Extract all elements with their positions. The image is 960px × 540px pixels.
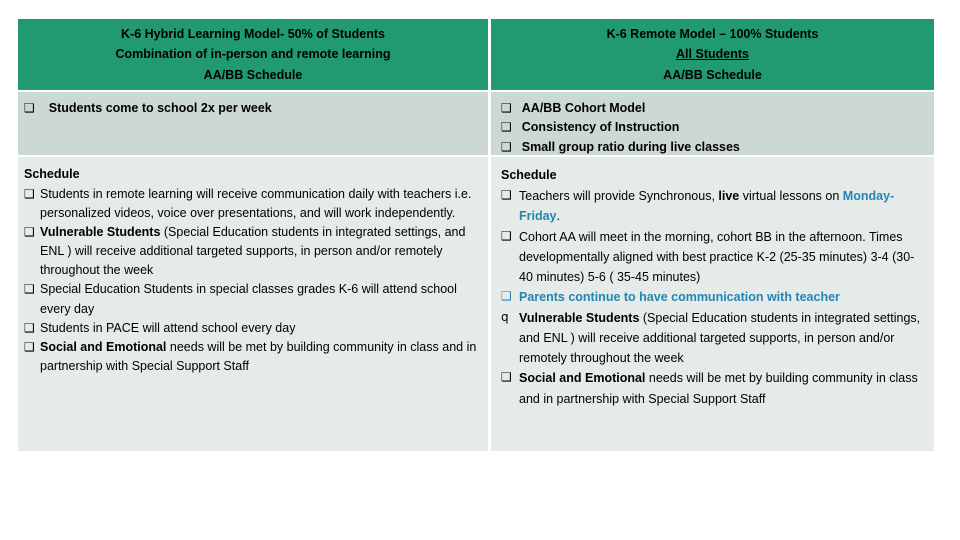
text-run: Vulnerable Students — [519, 310, 643, 325]
fact-text: Consistency of Instruction — [521, 120, 680, 135]
checkbox-icon: ❑ — [24, 101, 35, 115]
checkbox-icon: ❑ — [24, 225, 35, 239]
remote-header-line-2: All Students — [676, 47, 749, 62]
schedule-bullet — [24, 338, 482, 376]
text-run: Social and Emotional — [40, 339, 170, 354]
checkbox-icon: ❑ — [501, 370, 512, 385]
schedule-bullet-text — [40, 319, 482, 338]
text-run: . — [556, 209, 560, 224]
schedule-bullet — [501, 287, 928, 307]
schedule-bullet-text — [519, 186, 928, 227]
text-run: Vulnerable Students — [40, 225, 164, 239]
fact-text: AA/BB Cohort Model — [521, 101, 646, 115]
text-run: Students in remote learning will receive communication daily with teachers i.e. personalized videos, voice over presentations, and will work independently. — [40, 186, 472, 220]
hybrid-header-line-2: Combination of in-person and remote learning — [115, 47, 391, 62]
hybrid-header-line-3: AA/BB Schedule — [203, 67, 303, 82]
checkbox-icon: ❑ — [501, 101, 512, 115]
schedule-bullet-text — [519, 368, 928, 409]
schedule-bullet-text — [40, 223, 482, 280]
schedule-bullet — [501, 368, 928, 409]
checkbox-icon: ❑ — [24, 339, 35, 354]
bullet-glyph-q: q — [501, 309, 509, 324]
schedule-bullet — [24, 319, 482, 338]
table-header-row — [18, 19, 934, 90]
schedule-bullet — [501, 227, 928, 288]
checkbox-icon: ❑ — [501, 139, 512, 154]
text-run: Monday-Friday — [519, 189, 895, 224]
text-run: Special Education Students in special classes grades K-6 will attend school every day — [40, 282, 457, 316]
checkbox-icon: ❑ — [24, 320, 35, 335]
fact-text: Small group ratio during live classes — [521, 139, 740, 154]
comparison-table — [18, 19, 934, 451]
checkbox-icon: ❑ — [24, 282, 35, 297]
text-run: (Special Education students in integrated settings, and ENL ) will receive additional targeted supports, in person and/or remotely throughout the week — [519, 310, 921, 365]
facts-cell-hybrid — [18, 92, 488, 155]
checkbox-icon: ❑ — [24, 186, 35, 201]
remote-header-line-1: K-6 Remote Model – 100% Students — [606, 27, 819, 42]
text-run: live — [718, 189, 743, 203]
fact-item — [501, 99, 928, 118]
checkbox-icon: ❑ — [501, 289, 512, 304]
fact-item — [24, 99, 482, 118]
schedule-bullet — [24, 185, 482, 223]
checkbox-icon: ❑ — [501, 188, 512, 202]
text-run: Cohort AA will meet in the morning, cohort BB in the afternoon. Times developmentally aligned with best practice K-2 (25-35 minutes) 3-4 (30-40 minutes) 5-6 ( 35-45 minutes) — [519, 229, 915, 284]
checkbox-icon: ❑ — [501, 120, 512, 135]
text-run: Social and Emotional — [519, 371, 649, 386]
text-run: virtual lessons on — [742, 189, 843, 203]
text-run: (Special Education students in integrated settings, and ENL ) will receive additional targeted supports, in person and/or remotely throughout the week — [40, 225, 466, 278]
schedule-bullet-text — [40, 338, 482, 376]
remote-schedule-heading: Schedule — [501, 168, 557, 182]
fact-item — [501, 138, 928, 157]
text-run: Teachers will provide Synchronous, — [519, 189, 719, 203]
schedule-bullet-text — [519, 227, 928, 288]
remote-schedule-list — [501, 186, 928, 409]
schedule-bullet — [501, 308, 928, 369]
remote-facts-list — [501, 99, 928, 157]
text-run: needs will be met by building community in class and in partnership with Special Support Staff — [519, 371, 918, 406]
table-facts-row — [18, 92, 934, 155]
hybrid-facts-list — [24, 99, 482, 118]
hybrid-schedule-heading: Schedule — [24, 167, 80, 181]
schedule-bullet — [501, 186, 928, 227]
hybrid-schedule-list — [24, 185, 482, 376]
fact-item — [501, 118, 928, 137]
schedule-bullet-text — [519, 287, 928, 307]
facts-cell-remote — [491, 92, 934, 155]
header-cell-remote-model — [491, 19, 934, 90]
schedule-bullet-text — [519, 308, 928, 369]
remote-header-line-3: AA/BB Schedule — [663, 67, 762, 82]
table-schedule-row — [18, 157, 934, 451]
schedule-cell-remote — [491, 157, 934, 451]
checkbox-icon: ❑ — [501, 228, 512, 243]
schedule-cell-hybrid — [18, 157, 488, 451]
header-cell-hybrid-model — [18, 19, 488, 90]
schedule-bullet-text — [40, 280, 482, 318]
fact-text: Students come to school 2x per week — [48, 101, 272, 115]
hybrid-header-line-1: K-6 Hybrid Learning Model- 50% of Students — [121, 27, 385, 42]
schedule-bullet — [24, 280, 482, 318]
text-run: Students in PACE will attend school every day — [40, 320, 296, 335]
schedule-bullet-text — [40, 185, 482, 223]
schedule-bullet — [24, 223, 482, 280]
text-run: needs will be met by building community in class and in partnership with Special Support Staff — [40, 339, 477, 373]
text-run: Parents continue to have communication with teacher — [519, 290, 840, 305]
